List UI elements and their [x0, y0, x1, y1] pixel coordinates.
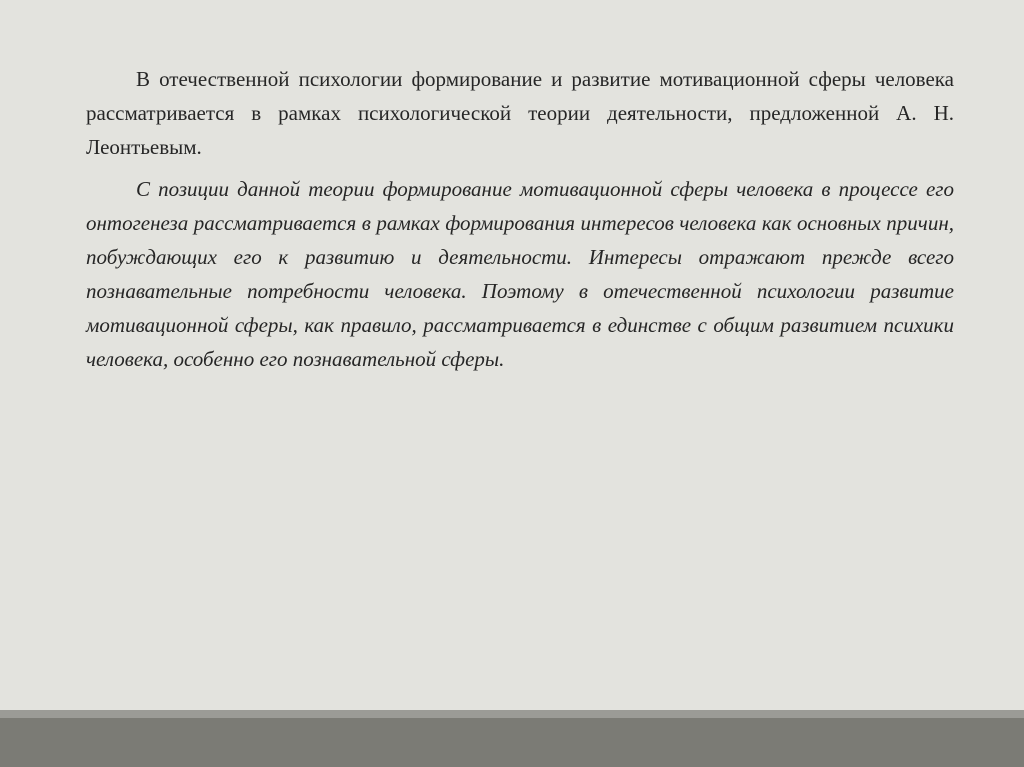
footer-divider [0, 710, 1024, 718]
paragraph-theory: С позиции данной теории формирование мотивационной сферы человека в процессе его онтогенеза рассматривается в рамках формирования интересов человека как основных причин, побуждающих его к развитию и деятельности. Интересы отражают прежде всего познавательные потребности человека. Поэтому в отечественной психологии развитие мотивационной сферы, как правило, рассматривается в единстве с общим развитием психики человека, особенно его познавательной сферы. [86, 177, 954, 371]
slide-content [86, 62, 954, 376]
footer-band [0, 710, 1024, 767]
paragraph-intro: В отечественной психологии формирование и развитие мотивационной сферы человека рассматривается в рамках психологической теории деятельности, предложенной А. Н. Леонтьевым. [86, 67, 954, 159]
